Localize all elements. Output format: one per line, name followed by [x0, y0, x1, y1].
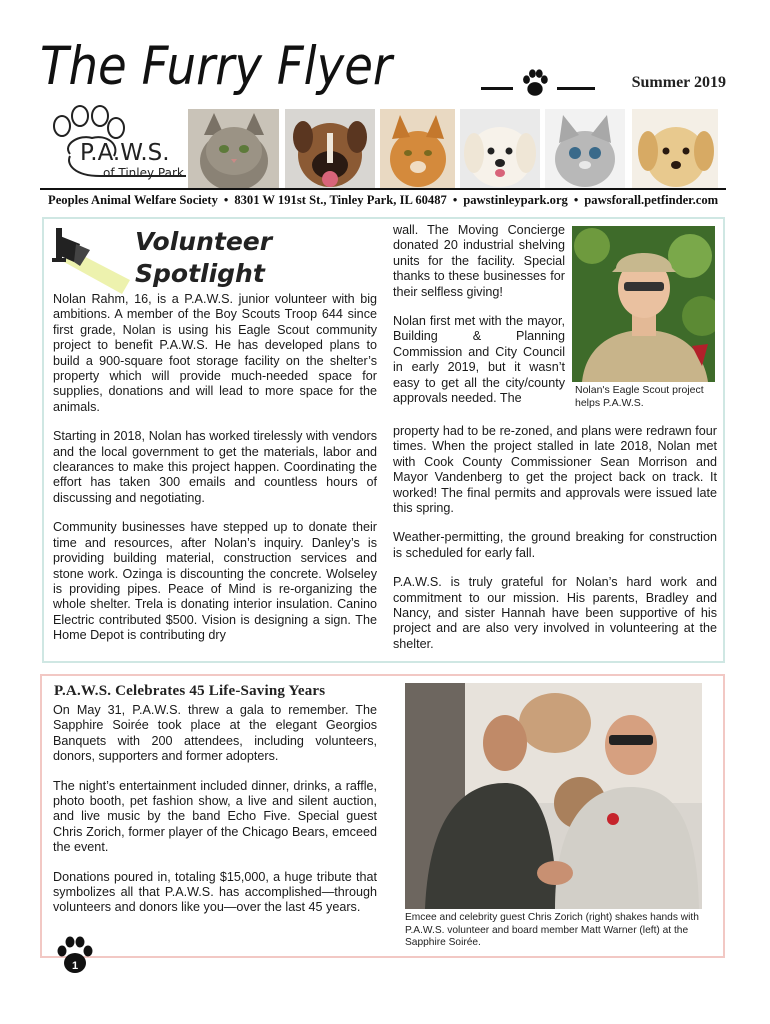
nolan-photo	[572, 226, 715, 382]
celebration-title: P.A.W.S. Celebrates 45 Life-Saving Years	[54, 683, 326, 699]
website-link[interactable]: pawstinleypark.org	[463, 193, 568, 207]
paragraph: Donations poured in, totaling $15,000, a huge tribute that symbolizes all that P.A.W.S. has accomplished—through volunteers and donors like you—over the last 45 years.	[53, 869, 377, 915]
kitten-photo	[545, 109, 625, 188]
spotlight-title-line2: Spotlight	[135, 259, 265, 288]
spotlight-title	[135, 226, 272, 290]
masthead-rule	[40, 188, 726, 190]
paragraph: Weather-permitting, the ground breaking for construction is scheduled for early fall.	[393, 530, 717, 560]
title-rule-left	[481, 87, 513, 90]
org-name: Peoples Animal Welfare Society	[48, 193, 218, 207]
paragraph: Nolan first met with the mayor, Building & Planning Commission and City Council in early 2019, but it wasn’t easy to get all the city/county approvals needed. The	[393, 314, 565, 406]
celebration-column	[53, 703, 377, 916]
paw-icon	[518, 66, 552, 100]
tabby-cat-photo	[188, 109, 279, 188]
newsletter-title: The Furry Flyer	[40, 36, 393, 97]
spotlight-lamp-icon	[50, 222, 130, 294]
paragraph: wall. The Moving Concierge donated 20 industrial shelving units for the facility. Special thanks to these businesses for their selfless giving!	[393, 223, 565, 299]
spotlight-right-wide	[393, 424, 717, 652]
maltese-puppy-photo	[460, 109, 540, 188]
paragraph: P.A.W.S. is truly grateful for Nolan’s hard work and commitment to our mission. His parents, Bradley and Nancy, and sister Hannah have been supportive of his project and are also very involved in volunteering at the shelter.	[393, 575, 717, 651]
gala-handshake-photo	[405, 683, 702, 909]
gala-photo-caption: Emcee and celebrity guest Chris Zorich (right) shakes hands with P.A.W.S. volunteer and board member Matt Warner (left) at the Sapphire Soirée.	[405, 912, 699, 949]
issue-date: Summer 2019	[631, 74, 726, 91]
boxer-dog-photo	[285, 109, 375, 188]
golden-puppy-photo	[632, 109, 718, 188]
petfinder-link[interactable]: pawsforall.petfinder.com	[584, 193, 719, 207]
paragraph: On May 31, P.A.W.S. threw a gala to remember. The Sapphire Soirée took place at the elegant Georgios Banquets with 200 attendees, including volunteers, donors, supporters and former adopters.	[53, 703, 377, 764]
logo-name: P.A.W.S.	[80, 140, 170, 166]
logo-subtitle: of Tinley Park	[103, 166, 184, 180]
paragraph: Community businesses have stepped up to donate their time and resources, after Nolan’s inquiry. Danley’s is providing building material, construction services and stone work. Ozinga is discounting the concrete. Wolseley is providing pipes. Peace of Mind is re-organizing the whole shelter. Trela is donating interior insulation. Canino Electric contributed $500. Vision is designing a sign. The Home Depot is contributing dry	[53, 520, 377, 643]
spotlight-left-column	[53, 292, 377, 644]
orange-cat-photo	[380, 109, 455, 188]
title-rule-right	[557, 87, 595, 90]
paragraph: Nolan Rahm, 16, is a P.A.W.S. junior volunteer with big ambitions. A member of the Boy Scouts Troop 644 since first grade, Nolan is using his Eagle Scout community project to benefit P.A.W.S. He has developed plans to build a 900-square foot storage facility on the shelter’s property which will provide much-needed space for supplies, donations and will lead to more space for the animals.	[53, 292, 377, 414]
paragraph: Starting in 2018, Nolan has worked tirelessly with vendors and the local government to get the materials, labor and clearances to make this project happen. Coordinating the effort has taken 300 emails and countless hours of discussing and negotiating.	[53, 429, 377, 505]
paragraph: property had to be re-zoned, and plans were redrawn four times. When the project stalled in late 2018, Nolan met with Cook County Commissioner Sean Morrison and Mayor Vandenberg to get the project back on track. It worked! The final permits and approvals were issued late this spring.	[393, 424, 717, 516]
contact-line: Peoples Animal Welfare Society • 8301 W 191st St., Tinley Park, IL 60487 • pawstinleypark.org • pawsforall.petfinder.com	[48, 193, 719, 207]
paragraph: The night’s entertainment included dinner, drinks, a raffle, photo booth, pet fashion show, a live and silent auction, and live music by the band Echo Five. Special guest Chris Zorich, former player of the Chicago Bears, emceed the event.	[53, 778, 377, 855]
spotlight-right-narrow	[393, 223, 565, 406]
address: 8301 W 191st St., Tinley Park, IL 60487	[234, 193, 447, 207]
page-number: 1	[71, 960, 79, 972]
spotlight-title-line1: Volunteer	[135, 227, 273, 256]
nolan-photo-caption: Nolan's Eagle Scout project helps P.A.W.S.	[575, 384, 704, 409]
